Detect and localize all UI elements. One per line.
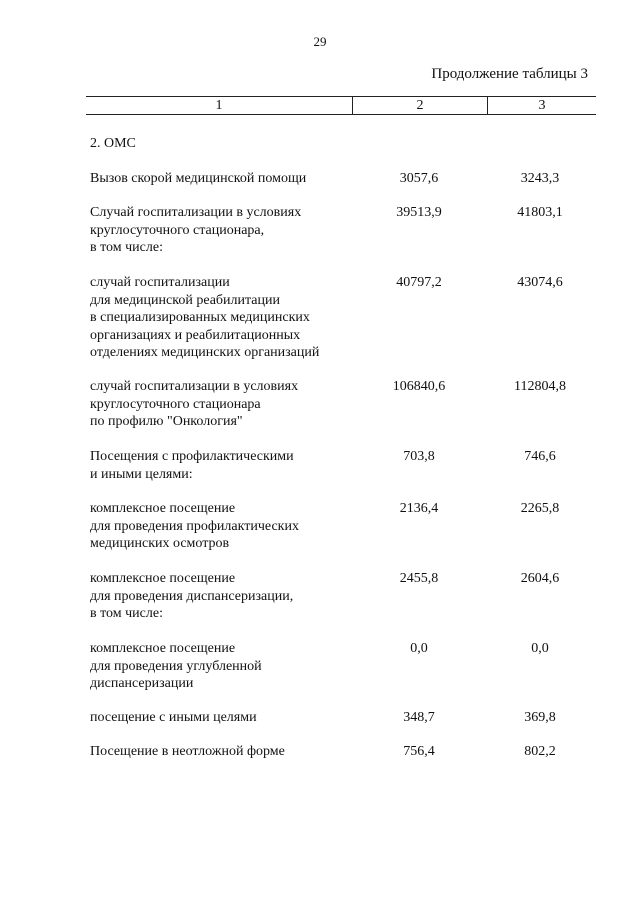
row-value-col-3: 0,0	[531, 641, 549, 656]
row-value-col-2: 2136,4	[399, 501, 439, 516]
table-continuation-label: Продолжение таблицы 3	[431, 66, 588, 82]
header-col-1: 1	[86, 97, 353, 114]
row-value-col-3: 2604,6	[520, 571, 560, 586]
row-value-col-2: 40797,2	[396, 275, 442, 290]
row-value-col-3: 746,6	[524, 449, 556, 464]
row-value-col-2: 3057,6	[399, 171, 439, 186]
header-col-2: 2	[353, 97, 488, 114]
row-label: комплексное посещение для проведения профилактических медицинских осмотров	[90, 501, 299, 551]
row-value-col-2: 2455,8	[399, 571, 439, 586]
page-number: 29	[313, 34, 327, 49]
row-value-col-3: 802,2	[524, 744, 556, 759]
row-value-col-2: 703,8	[403, 449, 435, 464]
row-value-col-2: 39513,9	[396, 205, 442, 220]
table	[86, 96, 596, 759]
row-value-col-2: 348,7	[403, 710, 435, 725]
row-value-col-3: 3243,3	[520, 171, 560, 186]
row-value-col-3: 369,8	[524, 710, 556, 725]
row-value-col-3: 43074,6	[517, 275, 563, 290]
row-label: посещение с иными целями	[90, 710, 257, 725]
row-label: комплексное посещение для проведения углубленной диспансеризации	[90, 641, 262, 691]
row-value-col-3: 2265,8	[520, 501, 560, 516]
table-header-row	[86, 96, 596, 115]
row-label: Посещения с профилактическими и иными целями:	[90, 449, 294, 482]
row-label: случай госпитализации для медицинской реабилитации в специализированных медицинских организациях и реабилитационных отделениях медицинских организаций	[90, 275, 320, 360]
row-label: Вызов скорой медицинской помощи	[90, 171, 307, 186]
row-value-col-3: 41803,1	[517, 205, 563, 220]
row-value-col-2: 756,4	[403, 744, 435, 759]
section-title: 2. ОМС	[90, 136, 136, 151]
row-label: Посещение в неотложной форме	[90, 744, 285, 759]
row-value-col-3: 112804,8	[514, 379, 566, 394]
header-col-3: 3	[538, 98, 546, 113]
row-label: Случай госпитализации в условиях круглосуточного стационара, в том числе:	[90, 205, 302, 255]
row-value-col-2: 106840,6	[392, 379, 446, 394]
row-value-col-2: 0,0	[410, 641, 428, 656]
row-label: случай госпитализации в условиях круглосуточного стационара по профилю "Онкология"	[90, 379, 299, 429]
row-label: комплексное посещение для проведения диспансеризации, в том числе:	[90, 571, 294, 621]
